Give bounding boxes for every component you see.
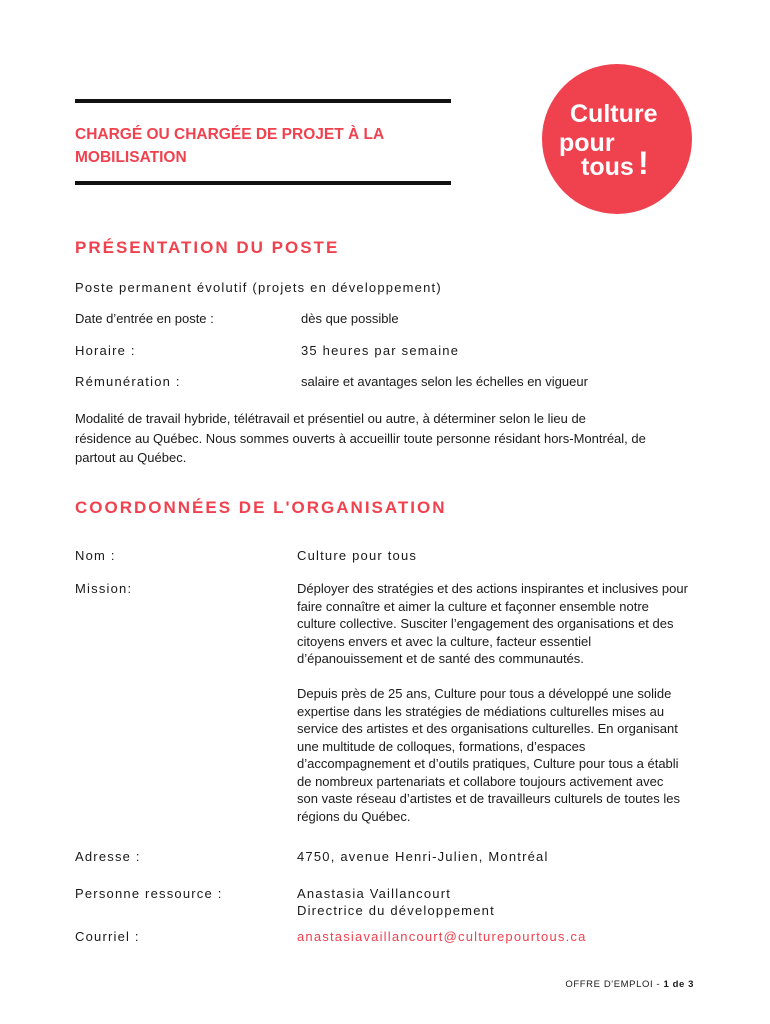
- name-value: Culture pour tous: [297, 548, 418, 563]
- mission-line: son vaste réseau d’artistes et de travailleurs culturels de toutes les: [297, 791, 680, 806]
- mission-label: Mission:: [75, 581, 133, 596]
- contact-person-role: Directrice du développement: [297, 903, 495, 918]
- start-date-label: Date d’entrée en poste :: [75, 311, 214, 326]
- logo-line-3: tous: [581, 153, 634, 181]
- address-label: Adresse :: [75, 849, 141, 864]
- section-heading-organisation: COORDONNÉES DE L'ORGANISATION: [75, 498, 447, 517]
- modality-line: résidence au Québec. Nous sommes ouverts à accueillir toute personne résidant hors-Montréal, de: [75, 430, 646, 446]
- mission-line: une multitude de colloques, formations, d’espaces: [297, 738, 586, 754]
- section-heading-presentation: PRÉSENTATION DU POSTE: [75, 238, 340, 257]
- mission-paragraph-1: [297, 580, 722, 668]
- mission-line: de nombreux partenariats et collabore toujours activement avec: [297, 773, 664, 789]
- salary-value: salaire et avantages selon les échelles en vigueur: [301, 374, 588, 389]
- address-value: 4750, avenue Henri-Julien, Montréal: [297, 849, 549, 864]
- mission-line: faire connaître et aimer la culture et façonner ensemble notre: [297, 598, 649, 614]
- email-label: Courriel :: [75, 929, 140, 944]
- mission-line: régions du Québec.: [297, 808, 411, 824]
- modality-line: partout au Québec.: [75, 450, 187, 465]
- work-modality-paragraph: [75, 409, 705, 468]
- page-number: 1 de 3: [663, 979, 694, 990]
- mission-line: Déployer des stratégies et des actions inspirantes et inclusives pour: [297, 581, 688, 596]
- culture-pour-tous-logo: [542, 64, 692, 214]
- position-type: Poste permanent évolutif (projets en développement): [75, 280, 442, 295]
- page-footer: [565, 979, 694, 990]
- mission-line: expertise dans les stratégies de médiations culturelles mises au: [297, 703, 665, 719]
- logo-line-1: Culture: [570, 100, 658, 128]
- email-link[interactable]: anastasiavaillancourt@culturepourtous.ca: [297, 929, 587, 944]
- logo-exclamation: !: [638, 145, 649, 181]
- header-top-rule: [75, 99, 451, 103]
- job-title-line-2: MOBILISATION: [75, 149, 187, 166]
- mission-line: d’épanouissement et de santé des communautés.: [297, 651, 584, 666]
- contact-person-label: Personne ressource :: [75, 886, 223, 901]
- logo-line-2: pour: [559, 129, 615, 157]
- schedule-label: Horaire :: [75, 343, 136, 358]
- salary-label: Rémunération :: [75, 374, 181, 389]
- footer-label: OFFRE D'EMPLOI -: [565, 979, 664, 990]
- name-label: Nom :: [75, 548, 116, 563]
- mission-line: service des artistes et des organisations culturelles. En organisant: [297, 721, 678, 736]
- mission-paragraph-2: [297, 685, 722, 825]
- contact-person-name: Anastasia Vaillancourt: [297, 886, 452, 901]
- mission-line: citoyens envers et avec la culture, facteur essentiel: [297, 633, 592, 649]
- schedule-value: 35 heures par semaine: [301, 343, 460, 358]
- header-bottom-rule: [75, 181, 451, 185]
- mission-line: culture collective. Susciter l’engagement des organisations et des: [297, 616, 674, 631]
- mission-line: d’accompagnement et d’outils pratiques, Culture pour tous a établi: [297, 756, 679, 771]
- mission-line: Depuis près de 25 ans, Culture pour tous a développé une solide: [297, 686, 672, 701]
- modality-line: Modalité de travail hybride, télétravail et présentiel ou autre, à déterminer selon le lieu de: [75, 411, 586, 426]
- start-date-value: dès que possible: [301, 311, 399, 326]
- job-title-line-1: CHARGÉ OU CHARGÉE DE PROJET À LA: [75, 126, 385, 143]
- job-title: [75, 123, 445, 169]
